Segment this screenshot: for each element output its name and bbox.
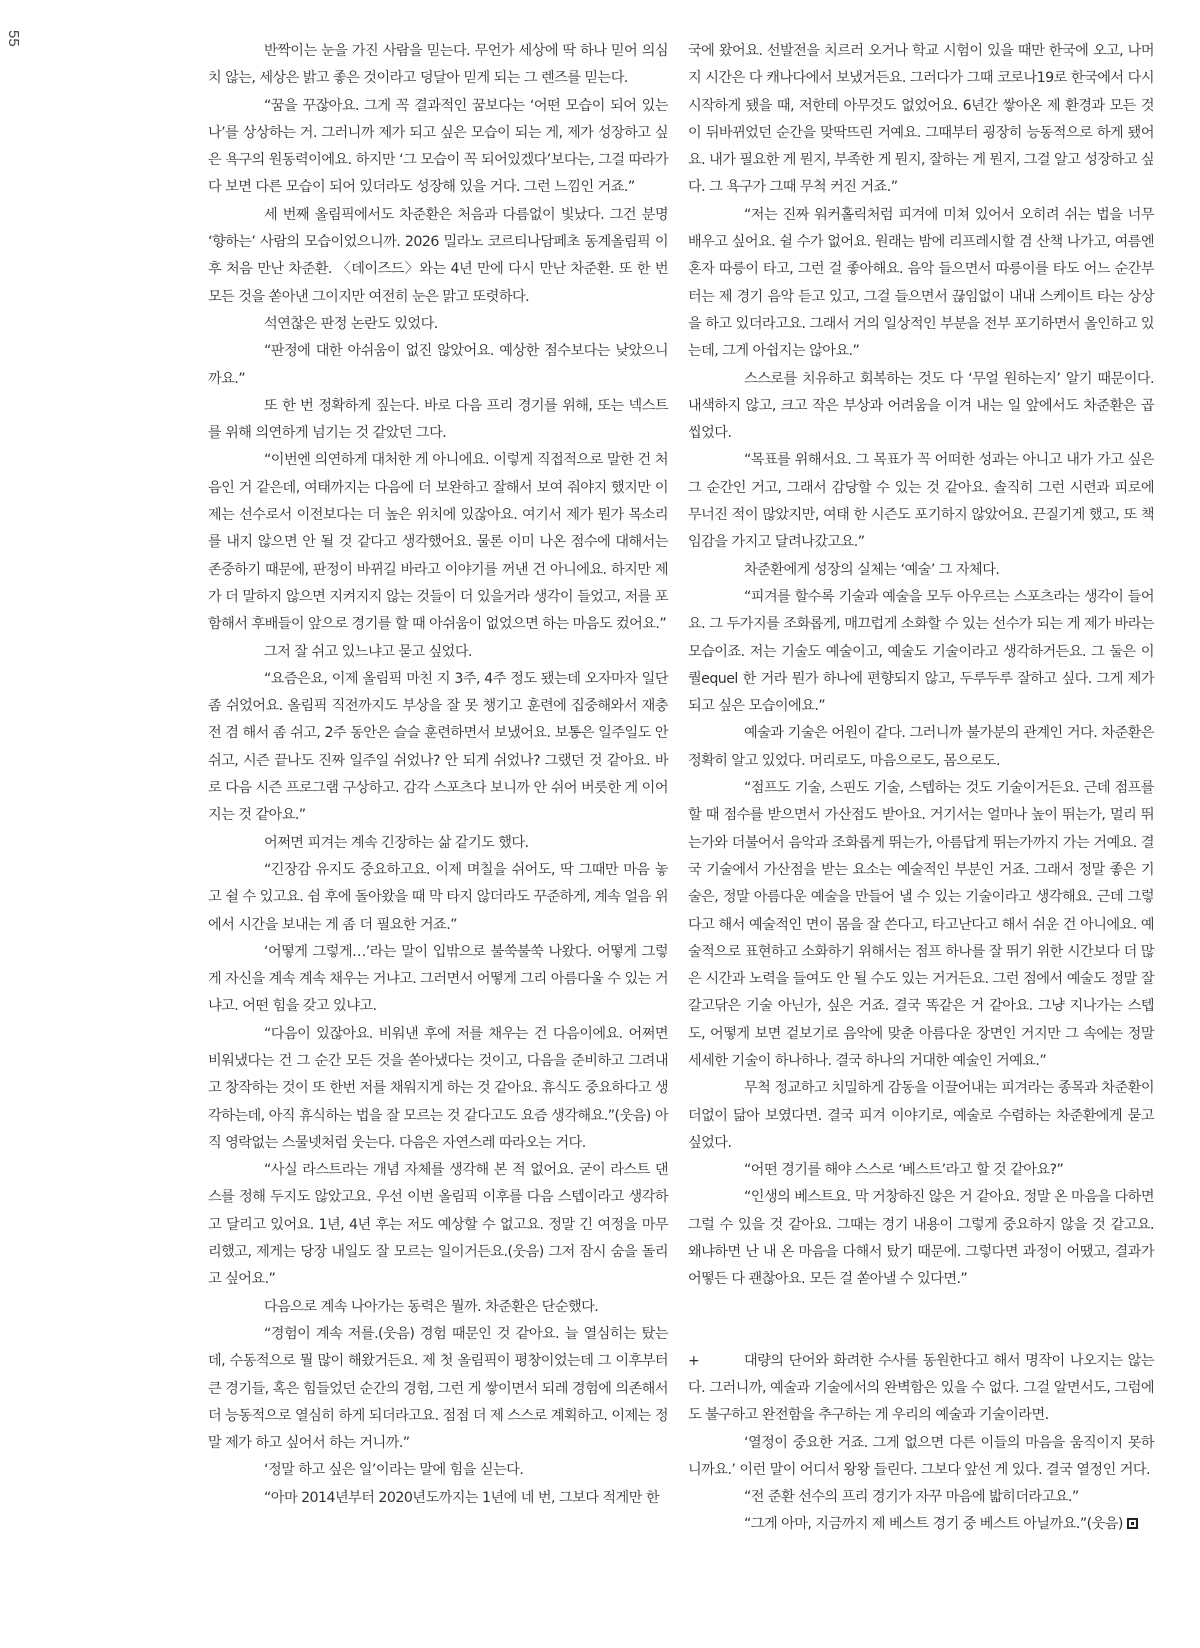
page-number: 55 [5,30,22,47]
left-paragraph [208,830,668,857]
left-paragraph [208,1457,668,1484]
left-paragraph [208,338,668,393]
right-paragraph [688,1184,1154,1293]
left-paragraph [208,639,668,666]
paragraph-text: “판정에 대한 아쉬움이 없진 않았어요. 예상한 점수보다는 낮았으니까요.” [208,343,668,387]
right-paragraph [688,557,1154,584]
paragraph-text: “요즘은요, 이제 올림픽 마친 지 3주, 4주 정도 됐는데 오자마자 일단 좀 쉬었어요. 올림픽 직전까지도 부상을 잘 못 챙기고 훈련에 집중해와서 재충전 겸 해서 좀 쉬고, 2주 동안은 슬슬 훈련하면서 보냈어요. 보통은 일주일도 안 쉬고, 시즌 끝나도 진짜 일주일 쉬었나? 안 되게 쉬었나? 그랬던 것 같아요. 바로 다음 시즌 프로그램 구상하고. 감각 스포츠다 보니까 안 쉬어 버릇한 게 이어지는 것 같아요.” [208,670,668,824]
left-paragraph [208,38,668,93]
paragraph-text: 대량의 단어와 화려한 수사를 동원한다고 해서 명작이 나오지는 않는다. 그러니까, 예술과 기술에서의 완벽함은 있을 수 없다. 그걸 알면서도, 그럼에도 불구하고 완전함을 추구하는 게 우리의 예술과 기술이라면. [688,1352,1154,1424]
paragraph-text: “다음이 있잖아요. 비워낸 후에 저를 채우는 건 다음이에요. 어쩌면 비워냈다는 건 그 순간 모든 것을 쏟아냈다는 것이고, 다음을 준비하고 그려내고 창작하는 것이 또 한번 저를 채워지게 하는 것 같아요. 휴식도 중요하다고 생각하는데, 아직 휴식하는 법을 잘 모르는 것 같다고도 요즘 생각해요.”(웃음) 아직 영락없는 스물넷처럼 웃는다. 다음은 자연스레 따라오는 거다. [208,1025,668,1151]
paragraph-text: “저는 진짜 워커홀릭처럼 피겨에 미쳐 있어서 오히려 쉬는 법을 너무 배우고 싶어요. 쉴 수가 없어요. 원래는 밤에 리프레시할 겸 산책 나가고, 여름엔 혼자 따릉이 타고, 그런 걸 좋아해요. 음악 들으면서 따릉이를 타도 어느 순간부터는 제 경기 음악 듣고 있고, 그걸 들으면서 끊임없이 내내 스케이트 타는 상상을 하고 있더라고요. 그래서 거의 일상적인 부분을 전부 포기하면서 올인하고 있는데, 그게 아쉽지는 않아요.” [688,206,1154,360]
end-of-article-icon [1127,1518,1138,1529]
left-paragraph [208,666,668,830]
paragraph-text: “피겨를 할수록 기술과 예술을 모두 아우르는 스포츠라는 생각이 들어요. 그 두가지를 조화롭게, 매끄럽게 소화할 수 있는 선수가 되는 게 제가 바라는 모습이죠. 저는 기술도 예술이고, 예술도 기술이라고 생각하거든요. 그 둘은 이퀄equel 한 거라 뭔가 하나에 편향되지 않고, 두루두루 잘하고 싶다. 그게 제가 되고 싶은 모습이에요.” [688,588,1154,715]
right-paragraph [688,775,1154,1075]
left-paragraph [208,393,668,448]
paragraph-text: 스스로를 치유하고 회복하는 것도 다 ‘무얼 원하는지’ 알기 때문이다. 내색하지 않고, 크고 작은 부상과 어려움을 이겨 내는 일 앞에서도 차준환은 곱씹었다. [688,370,1154,442]
paragraph-text: “사실 라스트라는 개념 자체를 생각해 본 적 없어요. 굳이 라스트 댄스를 정해 두지도 않았고요. 우선 이번 올림픽 이후를 다음 스텝이라고 생각하고 달리고 있어요. 1년, 4년 후는 저도 예상할 수 없고요. 정말 긴 여정을 마무리했고, 제게는 당장 내일도 잘 모르는 일이거든요.(웃음) 그저 잠시 숨을 돌리고 싶어요.” [208,1162,668,1288]
paragraph-text: 어쩌면 피겨는 계속 긴장하는 삶 같기도 했다. [264,834,529,851]
closing-paragraph [688,1348,1154,1430]
paragraph-text: “이번엔 의연하게 대처한 게 아니에요. 이렇게 직접적으로 말한 건 처음인 거 같은데, 여태까지는 다음에 더 보완하고 잘해서 보여 줘야지 했지만 이제는 선수로서 이전보다는 더 높은 위치에 있잖아요. 여기서 제가 뭔가 목소리를 내지 않으면 안 될 것 같다고 생각했어요. 물론 이미 나온 점수에 대해서는 존중하기 때문에, 판정이 바뀌길 바라고 이야기를 꺼낸 건 아니에요. 하지만 제가 더 말하지 않으면 지켜지지 않는 것들이 더 있을거라 생각이 들었고, 저를 포함해서 후배들이 앞으로 경기를 할 때 아쉬움이 없었으면 하는 마음도 컸어요.” [208,452,668,633]
closing-paragraph [688,1430,1154,1485]
section-plus-marker: + [688,1352,700,1369]
left-paragraph [208,1485,668,1512]
right-paragraph [688,1157,1154,1184]
left-paragraph [208,202,668,311]
right-paragraph [688,584,1154,720]
left-paragraph [208,1294,668,1321]
paragraph-text: 반짝이는 눈을 가진 사람을 믿는다. 무언가 세상에 딱 하나 믿어 의심치 않는, 세상은 밝고 좋은 것이라고 덩달아 믿게 되는 그 렌즈를 믿는다. [208,43,668,87]
right-paragraph [688,202,1154,366]
right-paragraph [688,38,1154,202]
paragraph-text: “전 준환 선수의 프리 경기가 자꾸 마음에 밟히더라고요.” [744,1489,1079,1506]
left-paragraph [208,93,668,202]
paragraph-text: 세 번째 올림픽에서도 차준환은 처음과 다름없이 빛났다. 그건 분명 ‘향하는’ 사람의 모습이었으니까. 2026 밀라노 코르티나담페초 동계올림픽 이후 처음 만난 차준환. 〈데이즈드〉와는 4년 만에 다시 만난 차준환. 또 한 번 모든 것을 쏟아낸 그이지만 여전히 눈은 맑고 또렷하다. [208,206,668,305]
paragraph-text: “목표를 위해서요. 그 목표가 꼭 어떠한 성과는 아니고 내가 가고 싶은 그 순간인 거고, 그래서 감당할 수 있는 것 같아요. 솔직히 그런 시련과 피로에 무너진 적이 많았지만, 여태 한 시즌도 포기하지 않았어요. 끈질기게 했고, 또 책임감을 가지고 달려나갔고요.” [688,452,1154,551]
paragraph-text: “인생의 베스트요. 막 거창하진 않은 거 같아요. 정말 온 마음을 다하면 그럴 수 있을 것 같아요. 그때는 경기 내용이 그렇게 중요하지 않을 것 같고요. 왜냐하면 난 내 온 마음을 다해서 탔기 때문에. 그렇다면 과정이 어땠고, 결과가 어떻든 다 괜찮아요. 모든 걸 쏟아낼 수 있다면.” [688,1189,1155,1288]
section-gap [688,1294,1154,1321]
left-paragraph [208,857,668,939]
paragraph-text: 무척 정교하고 치밀하게 감동을 이끌어내는 피겨라는 종목과 차준환이 더없이 닮아 보였다면. 결국 피겨 이야기로, 예술로 수렴하는 차준환에게 묻고 싶었다. [688,1080,1154,1151]
left-paragraph [208,311,668,338]
paragraph-text: 석연찮은 판정 논란도 있었다. [264,315,438,332]
left-paragraph [208,1157,668,1293]
left-paragraph [208,1021,668,1157]
article-right-column [688,38,1154,1539]
paragraph-text: 예술과 기술은 어원이 같다. 그러니까 불가분의 관계인 거다. 차준환은 정확히 알고 있었다. 머리로도, 마음으로도, 몸으로도. [688,725,1154,769]
paragraph-text: “아마 2014년부터 2020년도까지는 1년에 네 번, 그보다 적게만 한 [264,1489,659,1506]
left-paragraph [208,939,668,1021]
paragraph-text: 차준환에게 성장의 실체는 ‘예술’ 그 자체다. [744,561,1000,578]
paragraph-text: “그게 아마, 지금까지 제 베스트 경기 중 베스트 아닐까요.”(웃음) [744,1516,1123,1533]
right-paragraph [688,1075,1154,1157]
paragraph-text: “어떤 경기를 해야 스스로 ‘베스트’라고 할 것 같아요?” [744,1162,1064,1179]
section-gap [688,1321,1154,1348]
paragraph-text: “점프도 기술, 스핀도 기술, 스텝하는 것도 기술이거든요. 근데 점프를 할 때 점수를 받으면서 가산점도 받아요. 거기서는 얼마나 높이 뛰는가, 멀리 뛰는가와 더불어서 음악과 조화롭게 뛰는가, 아름답게 뛰는가까지 가는 거예요. 결국 기술에서 가산점을 받는 요소는 예술적인 부분인 거죠. 그래서 정말 좋은 기술은, 정말 아름다운 예술을 만들어 낼 수 있는 기술이라고 생각해요. 근데 그렇다고 해서 예술적인 면이 몸을 잘 쓴다고, 타고난다고 해서 쉬운 건 아니에요. 예술적으로 표현하고 소화하기 위해서는 점프 하나를 잘 뛰기 위한 시간보다 더 많은 시간과 노력을 들여도 안 될 수도 있는 거거든요. 그런 점에서 예술도 정말 잘 갈고닦은 기술 아닌가, 싶은 거죠. 결국 똑같은 거 같아요. 그냥 지나가는 스텝도, 어떻게 보면 겉보기로 음악에 맞춘 아름다운 장면인 거지만 그 속에는 정말 세세한 기술이 하나하나. 결국 하나의 거대한 예술인 거예요.” [688,780,1154,1069]
paragraph-text: 다음으로 계속 나아가는 동력은 뭘까. 차준환은 단순했다. [264,1298,599,1315]
paragraph-text: “긴장감 유지도 중요하고요. 이제 며칠을 쉬어도, 딱 그때만 마음 놓고 쉴 수 있고요. 쉼 후에 돌아왔을 때 막 타지 않더라도 꾸준하게, 계속 얼음 위에서 시간을 보내는 게 좀 더 필요한 거죠.” [208,861,668,933]
paragraph-text: ‘어떻게 그렇게…’라는 말이 입밖으로 불쑥불쑥 나왔다. 어떻게 그렇게 자신을 계속 계속 채우는 거냐고. 그러면서 어떻게 그리 아름다울 수 있는 거냐고. 어떤 힘을 갖고 있냐고. [208,943,668,1015]
paragraph-text: ‘정말 하고 싶은 일’이라는 말에 힘을 싣는다. [264,1462,524,1479]
right-paragraph [688,720,1154,775]
article-right-main [688,38,1154,1294]
closing-paragraph [688,1484,1154,1511]
left-paragraph [208,1321,668,1457]
paragraph-text: ‘열정이 중요한 거죠. 그게 없으면 다른 이들의 마음을 움직이지 못하니까요.’ 이런 말이 어디서 왕왕 들린다. 그보다 앞선 게 있다. 결국 열정인 거다. [688,1434,1154,1478]
right-paragraph [688,366,1154,448]
paragraph-text: “꿈을 꾸잖아요. 그게 꼭 결과적인 꿈보다는 ‘어떤 모습이 되어 있는 나’를 상상하는 거. 그러니까 제가 되고 싶은 모습이 되는 게, 제가 성장하고 싶은 욕구의 원동력이에요. 하지만 ‘그 모습이 꼭 되어있겠다’보다는, 그걸 따라가다 보면 다른 모습이 되어 있더라도 성장해 있을 거다. 그런 느낌인 거죠.” [208,97,668,196]
left-paragraph [208,447,668,638]
paragraph-text: 또 한 번 정확하게 짚는다. 바로 다음 프리 경기를 위해, 또는 넥스트를 위해 의연하게 넘기는 것 같았던 그다. [208,397,668,442]
paragraph-text: 국에 왔어요. 선발전을 치르러 오거나 학교 시험이 있을 때만 한국에 오고, 나머지 시간은 다 캐나다에서 보냈거든요. 그러다가 그때 코로나19로 한국에서 다시 시작하게 됐을 때, 저한테 아무것도 없었어요. 6년간 쌓아온 제 환경과 모든 것이 뒤바뀌었던 순간을 맞딱뜨린 거예요. 그때부터 굉장히 능동적으로 하게 됐어요. 내가 필요한 게 뭔지, 부족한 게 뭔지, 잘하는 게 뭔지, 그걸 알고 성장하고 싶다. 그 욕구가 그때 무척 커진 거죠.” [688,43,1154,196]
closing-paragraph [688,1511,1154,1538]
paragraph-text: “경험이 계속 저를.(웃음) 경험 때문인 것 같아요. 늘 열심히는 탔는데, 수동적으로 뭘 많이 해왔거든요. 제 첫 올림픽이 평창이었는데 그 이후부터 큰 경기들, 혹은 힘들었던 순간의 경험, 그런 게 쌓이면서 되레 경험에 의존해서 더 능동적으로 열심히 하게 되더라고요. 점점 더 제 스스로 계획하고. 이제는 정말 제가 하고 싶어서 하는 거니까.” [208,1325,668,1452]
article-left-column [208,38,668,1512]
paragraph-text: 그저 잘 쉬고 있느냐고 묻고 싶었다. [264,643,472,660]
closing-section [688,1348,1154,1539]
right-paragraph [688,447,1154,556]
